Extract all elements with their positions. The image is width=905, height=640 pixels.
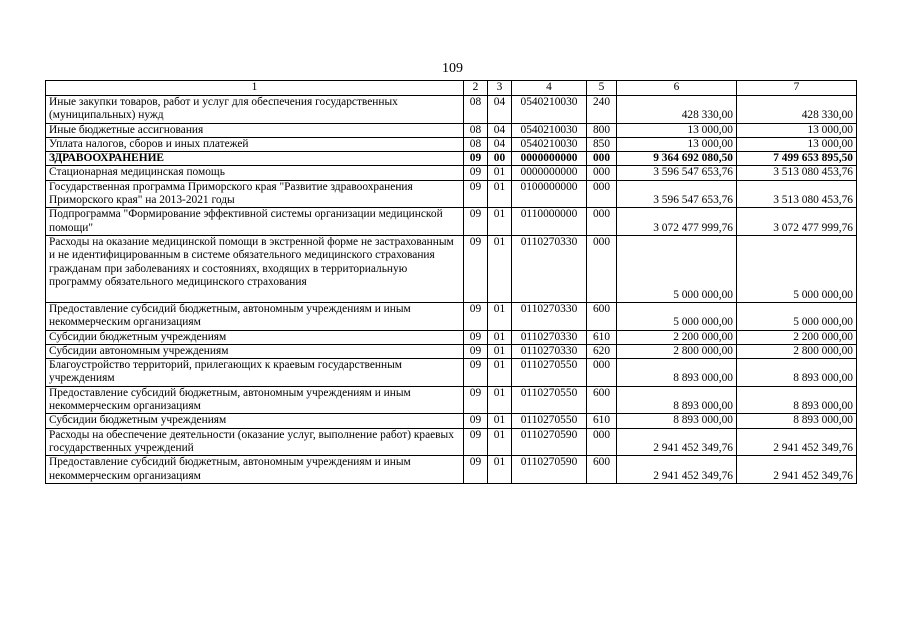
row-amount-year1: 3 596 547 653,76 [617,180,737,208]
row-name: Благоустройство территорий, прилегающих к краевым государственным учреждениям [46,359,464,387]
row-target-article: 0110270330 [512,330,587,344]
row-amount-year1: 13 000,00 [617,123,737,137]
row-expense-type: 000 [587,208,617,236]
row-amount-year2: 8 893 000,00 [737,359,857,387]
row-amount-year1: 8 893 000,00 [617,386,737,414]
row-expense-type: 600 [587,456,617,484]
row-target-article: 0110000000 [512,208,587,236]
row-section: 08 [464,96,488,124]
table-header-row [46,81,857,96]
row-target-article: 0110270590 [512,456,587,484]
row-expense-type: 000 [587,235,617,302]
row-name: Иные бюджетные ассигнования [46,123,464,137]
table-row [46,456,857,484]
row-name: Подпрограмма "Формирование эффективной системы организации медицинской помощи" [46,208,464,236]
row-expense-type: 000 [587,428,617,456]
column-header: 4 [512,81,587,96]
row-subsection: 01 [488,302,512,330]
row-section: 09 [464,166,488,180]
row-amount-year1: 13 000,00 [617,137,737,151]
row-target-article: 0100000000 [512,180,587,208]
page-number: 109 [442,61,463,76]
row-expense-type: 610 [587,330,617,344]
table-row [46,123,857,137]
row-target-article: 0110270330 [512,302,587,330]
row-subsection: 01 [488,208,512,236]
row-section: 09 [464,414,488,428]
row-expense-type: 600 [587,386,617,414]
table-row [46,180,857,208]
budget-table [45,80,857,484]
row-target-article: 0000000000 [512,166,587,180]
row-name: Предоставление субсидий бюджетным, автономным учреждениям и иным некоммерческим организациям [46,386,464,414]
row-target-article: 0110270550 [512,386,587,414]
row-name: Стационарная медицинская помощь [46,166,464,180]
row-amount-year2: 13 000,00 [737,123,857,137]
row-target-article: 0110270590 [512,428,587,456]
row-section: 09 [464,428,488,456]
table-row [46,235,857,302]
row-amount-year2: 8 893 000,00 [737,414,857,428]
row-subsection: 01 [488,414,512,428]
row-amount-year2: 2 941 452 349,76 [737,456,857,484]
table-row [46,359,857,387]
row-name: Субсидии автономным учреждениям [46,344,464,358]
row-amount-year1: 5 000 000,00 [617,302,737,330]
row-target-article: 0110270330 [512,344,587,358]
table-row [46,96,857,124]
row-subsection: 00 [488,152,512,166]
row-subsection: 04 [488,123,512,137]
row-amount-year2: 3 072 477 999,76 [737,208,857,236]
row-subsection: 01 [488,386,512,414]
table-row [46,386,857,414]
row-amount-year1: 2 200 000,00 [617,330,737,344]
row-section: 09 [464,152,488,166]
row-section: 09 [464,235,488,302]
row-expense-type: 000 [587,166,617,180]
row-expense-type: 000 [587,152,617,166]
row-subsection: 01 [488,180,512,208]
row-amount-year2: 2 200 000,00 [737,330,857,344]
row-target-article: 0000000000 [512,152,587,166]
row-amount-year2: 3 513 080 453,76 [737,180,857,208]
column-header: 2 [464,81,488,96]
table-row [46,414,857,428]
table-row [46,302,857,330]
row-section: 08 [464,137,488,151]
row-section: 09 [464,456,488,484]
row-expense-type: 600 [587,302,617,330]
column-header: 5 [587,81,617,96]
row-amount-year1: 5 000 000,00 [617,235,737,302]
row-section: 09 [464,344,488,358]
row-name: Расходы на обеспечение деятельности (оказание услуг, выполнение работ) краевых государственных учреждений [46,428,464,456]
row-amount-year2: 428 330,00 [737,96,857,124]
row-target-article: 0110270550 [512,359,587,387]
row-name: Субсидии бюджетным учреждениям [46,414,464,428]
table-row [46,330,857,344]
row-expense-type: 240 [587,96,617,124]
row-amount-year2: 13 000,00 [737,137,857,151]
row-amount-year2: 7 499 653 895,50 [737,152,857,166]
row-amount-year2: 5 000 000,00 [737,235,857,302]
row-expense-type: 800 [587,123,617,137]
row-amount-year1: 2 800 000,00 [617,344,737,358]
row-section: 09 [464,302,488,330]
row-amount-year1: 428 330,00 [617,96,737,124]
row-amount-year1: 2 941 452 349,76 [617,456,737,484]
row-amount-year1: 8 893 000,00 [617,414,737,428]
row-target-article: 0110270550 [512,414,587,428]
row-subsection: 04 [488,137,512,151]
row-expense-type: 000 [587,180,617,208]
row-amount-year2: 5 000 000,00 [737,302,857,330]
row-section: 09 [464,330,488,344]
table-row [46,137,857,151]
column-header: 7 [737,81,857,96]
row-subsection: 04 [488,96,512,124]
row-amount-year1: 8 893 000,00 [617,359,737,387]
row-amount-year2: 2 941 452 349,76 [737,428,857,456]
row-name: Уплата налогов, сборов и иных платежей [46,137,464,151]
table-row [46,166,857,180]
row-section: 09 [464,359,488,387]
row-subsection: 01 [488,456,512,484]
row-target-article: 0540210030 [512,123,587,137]
row-amount-year2: 2 800 000,00 [737,344,857,358]
column-header: 3 [488,81,512,96]
row-name: ЗДРАВООХРАНЕНИЕ [46,152,464,166]
row-subsection: 01 [488,330,512,344]
row-amount-year1: 3 072 477 999,76 [617,208,737,236]
row-amount-year1: 9 364 692 080,50 [617,152,737,166]
row-subsection: 01 [488,344,512,358]
row-expense-type: 620 [587,344,617,358]
table-row [46,344,857,358]
row-name: Государственная программа Приморского края "Развитие здравоохранения Приморского края" на 2013-2021 годы [46,180,464,208]
row-name: Субсидии бюджетным учреждениям [46,330,464,344]
table-row [46,208,857,236]
row-section: 09 [464,208,488,236]
row-expense-type: 610 [587,414,617,428]
row-section: 09 [464,180,488,208]
row-subsection: 01 [488,359,512,387]
row-section: 09 [464,386,488,414]
row-name: Предоставление субсидий бюджетным, автономным учреждениям и иным некоммерческим организациям [46,456,464,484]
row-target-article: 0540210030 [512,96,587,124]
table-row [46,428,857,456]
row-target-article: 0110270330 [512,235,587,302]
row-amount-year2: 3 513 080 453,76 [737,166,857,180]
row-expense-type: 000 [587,359,617,387]
row-expense-type: 850 [587,137,617,151]
row-subsection: 01 [488,166,512,180]
row-name: Иные закупки товаров, работ и услуг для обеспечения государственных (муниципальных) нужд [46,96,464,124]
row-target-article: 0540210030 [512,137,587,151]
table-row [46,152,857,166]
row-name: Расходы на оказание медицинской помощи в экстренной форме не застрахованным и не идентифицированным в системе обязательного медицинского страхования гражданам при заболеваниях и состояниях, входящих в территориальную программу обязательного медицинского страхования [46,235,464,302]
row-section: 08 [464,123,488,137]
row-amount-year1: 3 596 547 653,76 [617,166,737,180]
row-amount-year1: 2 941 452 349,76 [617,428,737,456]
column-header: 6 [617,81,737,96]
row-subsection: 01 [488,235,512,302]
row-amount-year2: 8 893 000,00 [737,386,857,414]
column-header: 1 [46,81,464,96]
row-name: Предоставление субсидий бюджетным, автономным учреждениям и иным некоммерческим организациям [46,302,464,330]
row-subsection: 01 [488,428,512,456]
